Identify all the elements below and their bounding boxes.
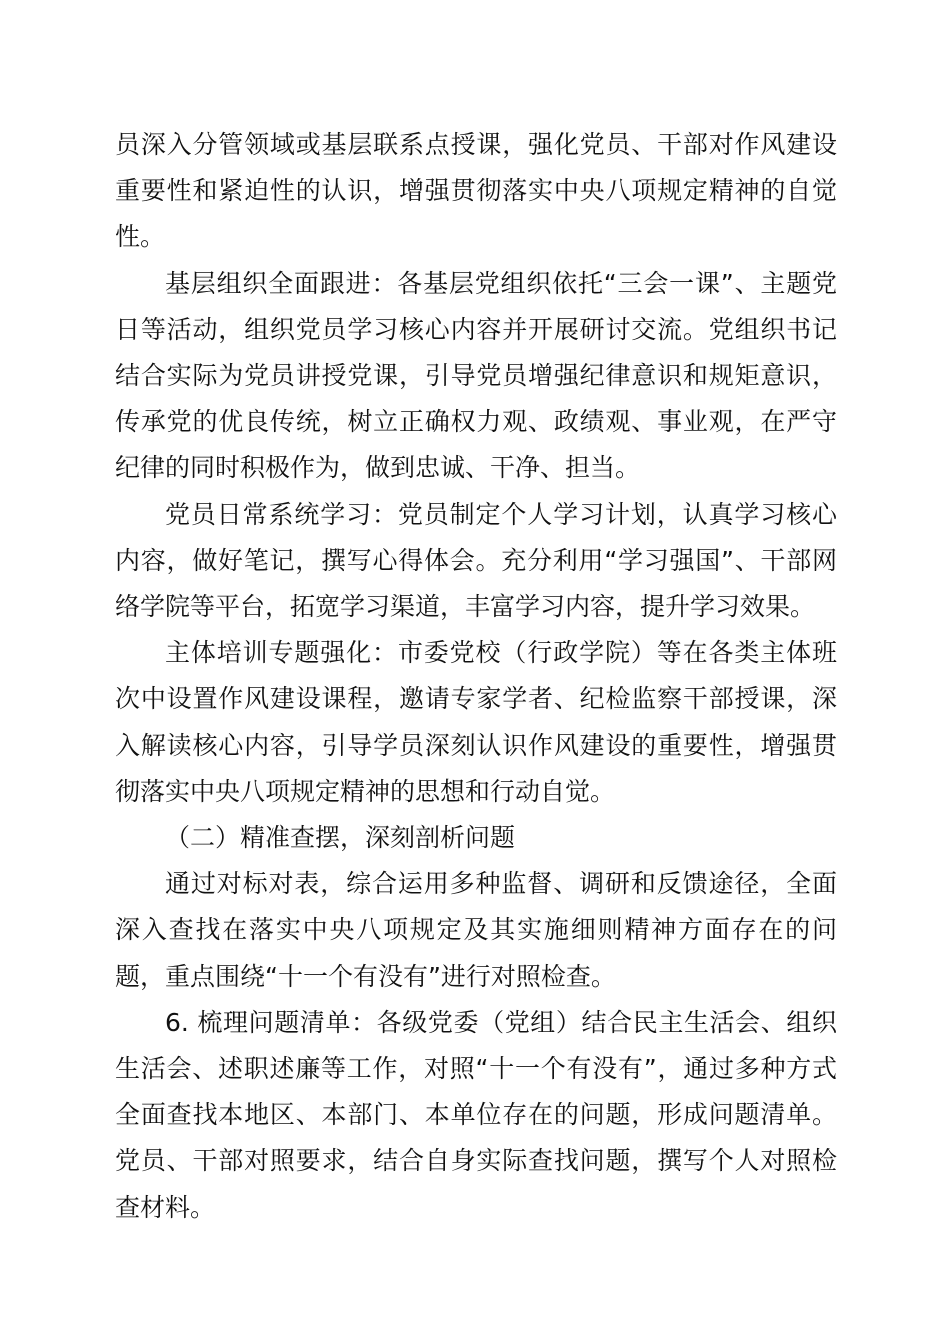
paragraph-training: 主体培训专题强化：市委党校（行政学院）等在各类主体班次中设置作风建设课程，邀请专家学者、纪检监察干部授课，深入解读核心内容，引导学员深刻认识作风建设的重要性，增强贯彻落实中央八项规定精神的思想和行动自觉。	[115, 638, 837, 806]
paragraph-daily-study: 党员日常系统学习：党员制定个人学习计划，认真学习核心内容，做好笔记，撰写心得体会。充分利用“学习强国”、干部网络学院等平台，拓宽学习渠道，丰富学习内容，提升学习效果。	[115, 499, 837, 622]
section-heading: （二）精准查摆，深刻剖析问题	[165, 823, 516, 853]
paragraph-continuation: 员深入分管领域或基层联系点授课，强化党员、干部对作风建设重要性和紧迫性的认识，增强贯彻落实中央八项规定精神的自觉性。	[115, 130, 837, 252]
document-body	[115, 122, 837, 1231]
paragraph-section-intro: 通过对标对表，综合运用多种监督、调研和反馈途径，全面深入查找在落实中央八项规定及其实施细则精神方面存在的问题，重点围绕“十一个有没有”进行对照检查。	[115, 869, 837, 991]
paragraph-grassroots-organizations: 基层组织全面跟进：各基层党组织依托“三会一课”、主题党日等活动，组织党员学习核心内容并开展研讨交流。党组织书记结合实际为党员讲授党课，引导党员增强纪律意识和规矩意识，传承党的优良传统，树立正确权力观、政绩观、事业观，在严守纪律的同时积极作为，做到忠诚、干净、担当。	[115, 268, 837, 483]
paragraph-problem-list: 6. 梳理问题清单：各级党委（党组）结合民主生活会、组织生活会、述职述廉等工作，对照“十一个有没有”，通过多种方式全面查找本地区、本部门、本单位存在的问题，形成问题清单。党员、干部对照要求，结合自身实际查找问题，撰写个人对照检查材料。	[115, 1007, 837, 1222]
